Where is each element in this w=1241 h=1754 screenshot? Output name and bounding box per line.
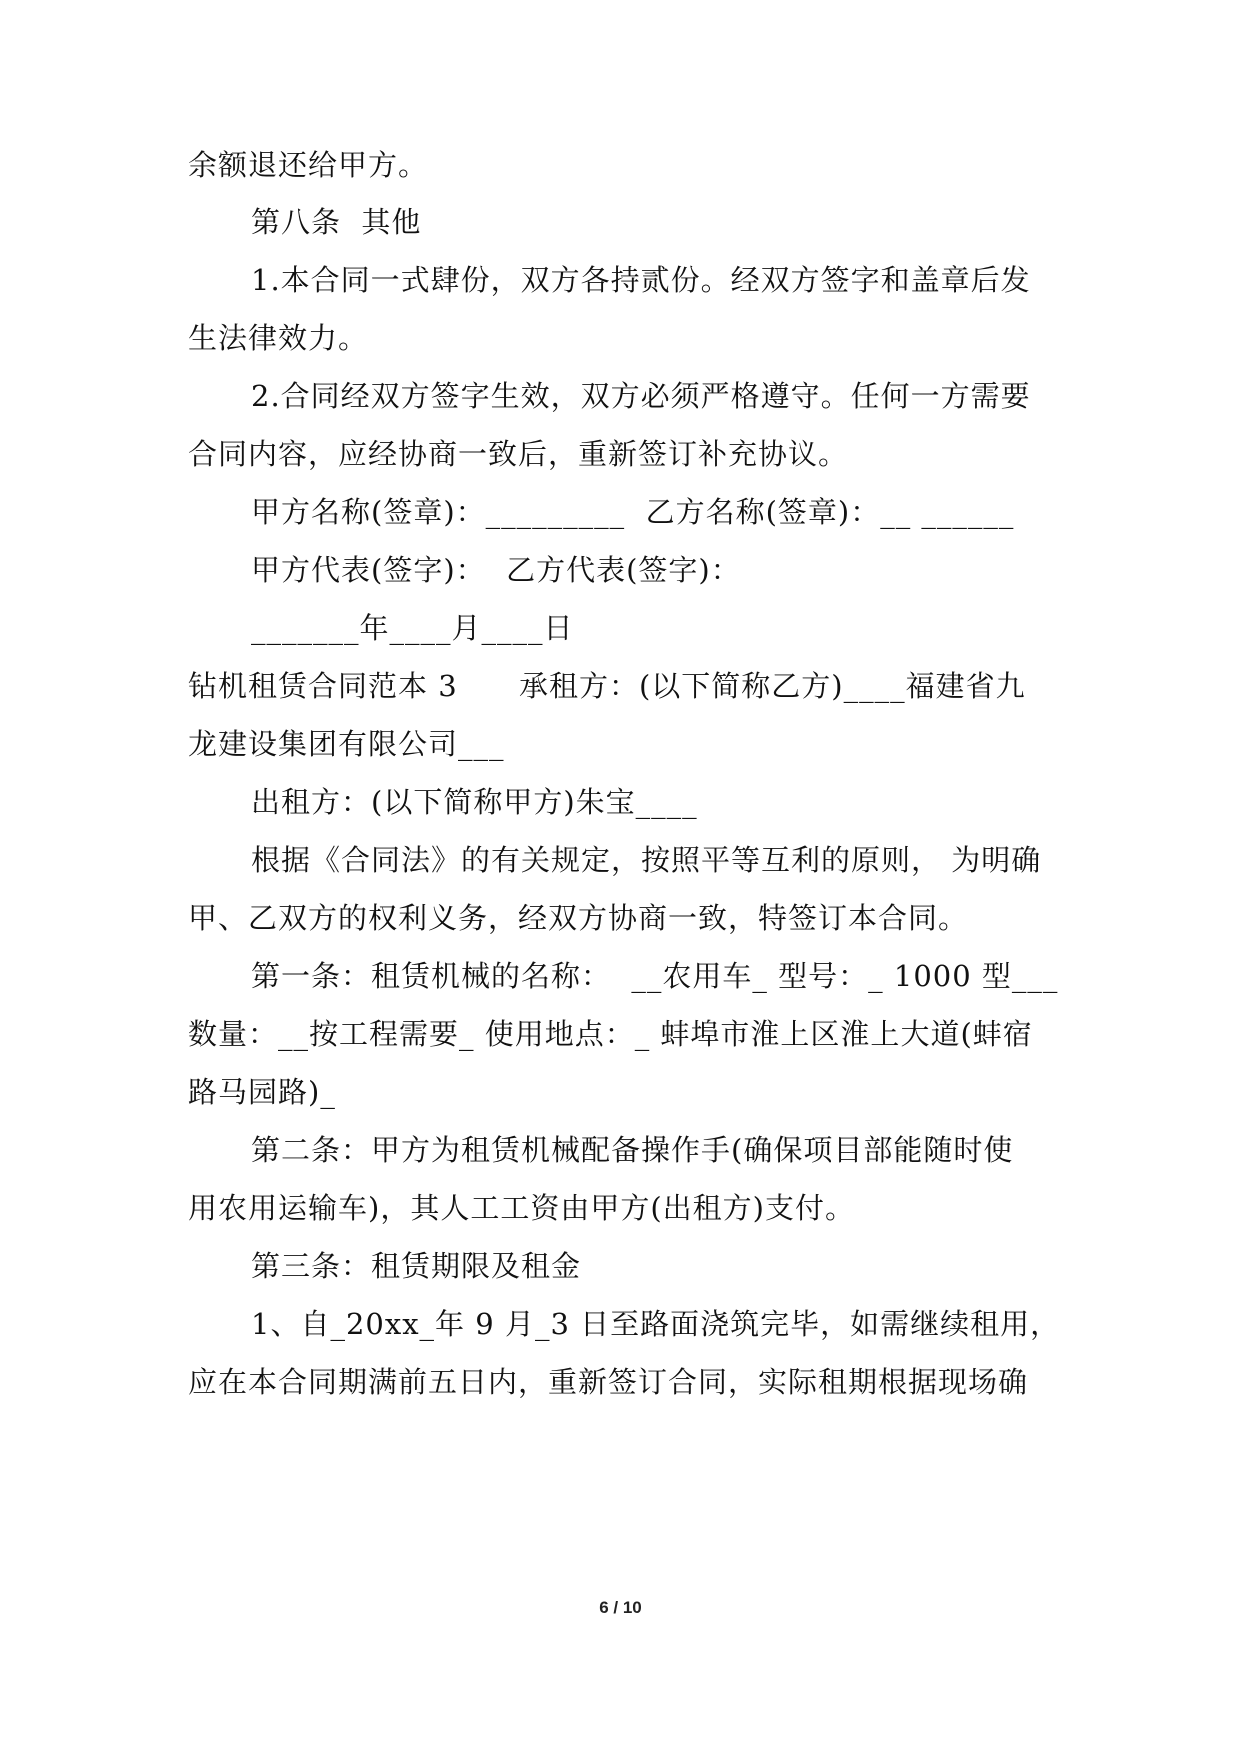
text-line: 出租方：(以下简称甲方)朱宝____	[251, 785, 698, 819]
clause-line: 第二条：甲方为租赁机械配备操作手(确保项目部能随时使	[251, 1133, 1014, 1167]
text-line: 2.合同经双方签字生效，双方必须严格遵守。任何一方需要	[251, 379, 1031, 413]
signature-line: 甲方代表(签字)： 乙方代表(签字)：	[251, 553, 741, 587]
clause-line: 第三条：租赁期限及租金	[251, 1249, 582, 1283]
text-line: 合同内容，应经协商一致后，重新签订补充协议。	[188, 437, 849, 471]
signature-line: 甲方名称(签章)：_________ 乙方名称(签章)：__ ______	[251, 495, 1015, 529]
text-line: 生法律效力。	[188, 321, 369, 355]
text-line: 用农用运输车)，其人工工资由甲方(出租方)支付。	[188, 1191, 855, 1225]
section-heading: 第八条 其他	[251, 205, 422, 239]
text-line: 路马园路)_	[188, 1075, 336, 1109]
text-line: 应在本合同期满前五日内，重新签订合同，实际租期根据现场确	[188, 1365, 1029, 1399]
text-line: 余额退还给甲方。	[188, 148, 429, 182]
text-line: 甲、乙双方的权利义务，经双方协商一致，特签订本合同。	[188, 901, 969, 935]
date-line: _______年____月____日	[251, 611, 574, 645]
page-number: 6 / 10	[599, 1598, 642, 1617]
text-line: 根据《合同法》的有关规定，按照平等互利的原则， 为明确	[251, 843, 1042, 877]
text-line: 1、自_20xx_年 9 月_3 日至路面浇筑完毕，如需继续租用，	[251, 1307, 1061, 1341]
clause-line: 第一条：租赁机械的名称： __农用车_ 型号：_ 1000 型___	[251, 959, 1059, 993]
text-line: 数量：__按工程需要_ 使用地点：_ 蚌埠市淮上区淮上大道(蚌宿	[188, 1017, 1033, 1051]
text-line: 龙建设集团有限公司___	[188, 727, 505, 761]
contract-title-line: 钻机租赁合同范本 3 承租方：(以下简称乙方)____福建省九	[188, 669, 1026, 703]
text-line: 1.本合同一式肆份，双方各持贰份。经双方签字和盖章后发	[251, 263, 1031, 297]
